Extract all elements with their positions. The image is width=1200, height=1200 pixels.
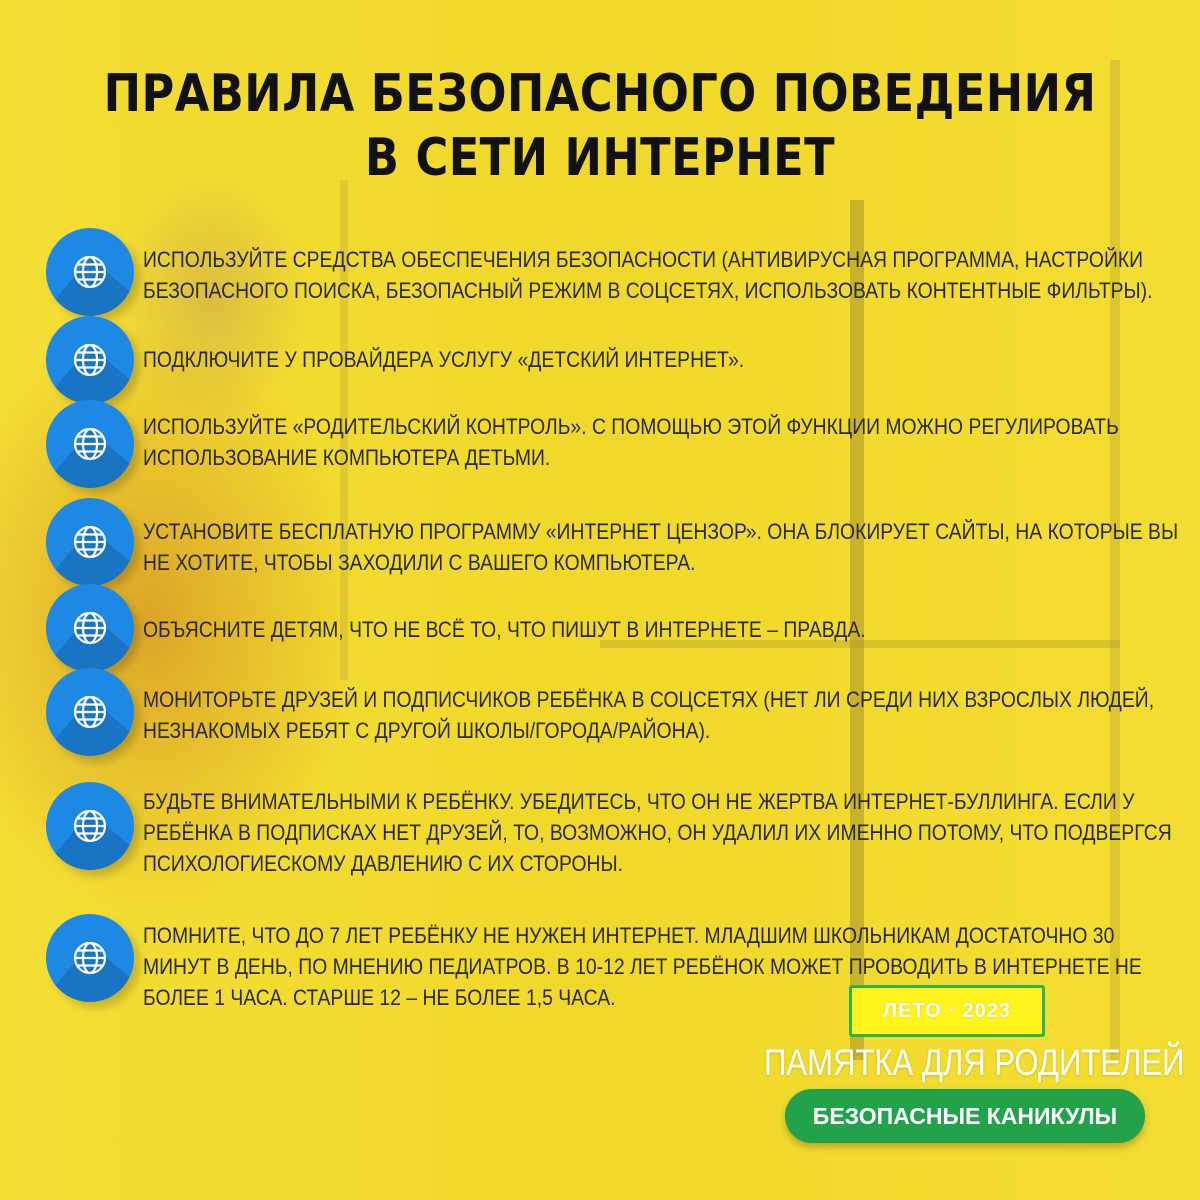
- page-title: [84, 62, 1116, 190]
- rule-text: [143, 344, 1174, 375]
- page-title-line: В СЕТИ ИНТЕРНЕТ: [364, 128, 836, 188]
- globe-icon-glyph: [72, 342, 108, 378]
- globe-icon: [46, 914, 134, 1002]
- rule-line: УСТАНОВИТЕ БЕСПЛАТНУЮ ПРОГРАММУ «ИНТЕРНЕТ ЦЕНЗОР». ОНА БЛОКИРУЕТ САЙТЫ, НА КОТОРЫЕ ВЫ: [143, 519, 1179, 544]
- rule-line: ИСПОЛЬЗОВАНИЕ КОМПЬЮТЕРА ДЕТЬМИ.: [143, 445, 551, 470]
- rule-line: БОЛЕЕ 1 ЧАСА. СТАРШЕ 12 – НЕ БОЛЕЕ 1,5 ЧАСА.: [143, 985, 616, 1010]
- rule-line: ИСПОЛЬЗУЙТЕ СРЕДСТВА ОБЕСПЕЧЕНИЯ БЕЗОПАСНОСТИ (АНТИВИРУСНАЯ ПРОГРАММА, НАСТРОЙКИ: [143, 247, 1144, 272]
- rule-line: БУДЬТЕ ВНИМАТЕЛЬНЫМИ К РЕБЁНКУ. УБЕДИТЕСЬ, ЧТО ОН НЕ ЖЕРТВА ИНТЕРНЕТ-БУЛЛИНГА. ЕСЛИ У: [143, 789, 1135, 814]
- globe-icon: [46, 316, 134, 404]
- globe-icon-glyph: [72, 254, 108, 290]
- rule-line: ОБЪЯСНИТЕ ДЕТЯМ, ЧТО НЕ ВСЁ ТО, ЧТО ПИШУТ В ИНТЕРНЕТЕ – ПРАВДА.: [143, 617, 866, 642]
- rule-text: [143, 786, 1174, 879]
- globe-icon: [46, 668, 134, 756]
- globe-icon: [46, 228, 134, 316]
- globe-icon-glyph: [72, 610, 108, 646]
- rule-line: НЕ ХОТИТЕ, ЧТОБЫ ЗАХОДИЛИ С ВАШЕГО КОМПЬЮТЕРА.: [143, 550, 696, 575]
- rule-line: НЕЗНАКОМЫХ РЕБЯТ С ДРУГОЙ ШКОЛЫ/ГОРОДА/РАЙОНА).: [143, 718, 711, 743]
- globe-icon-glyph: [72, 808, 108, 844]
- season-badge: ЛЕТО · 2023: [849, 985, 1045, 1037]
- rule-text: [143, 684, 1174, 746]
- rule-text: [143, 614, 1174, 645]
- rule-line: МИНУТ В ДЕНЬ, ПО МНЕНИЮ ПЕДИАТРОВ. В 10-12 ЛЕТ РЕБЁНОК МОЖЕТ ПРОВОДИТЬ В ИНТЕРНЕТЕ НЕ: [143, 954, 1142, 979]
- memo-label: ПАМЯТКА ДЛЯ РОДИТЕЛЕЙ: [764, 1042, 1185, 1083]
- globe-icon-glyph: [72, 940, 108, 976]
- rule-line: ПОМНИТЕ, ЧТО ДО 7 ЛЕТ РЕБЁНКУ НЕ НУЖЕН ИНТЕРНЕТ. МЛАДШИМ ШКОЛЬНИКАМ ДОСТАТОЧНО 30: [143, 923, 1115, 948]
- rule-line: ПСИХОЛОГИЕСКОМУ ДАВЛЕНИЮ С ИХ СТОРОНЫ.: [143, 851, 624, 876]
- rule-line: БЕЗОПАСНОГО ПОИСКА, БЕЗОПАСНЫЙ РЕЖИМ В СОЦСЕТЯХ, ИСПОЛЬЗОВАТЬ КОНТЕНТНЫЕ ФИЛЬТРЫ).: [143, 278, 1153, 303]
- rule-line: ПОДКЛЮЧИТЕ У ПРОВАЙДЕРА УСЛУГУ «ДЕТСКИЙ ИНТЕРНЕТ».: [143, 347, 745, 372]
- rule-line: РЕБЁНКА В ПОДПИСКАХ НЕТ ДРУЗЕЙ, ТО, ВОЗМОЖНО, ОН УДАЛИЛ ИХ ИМЕННО ПОТОМУ, ЧТО ПОДВЕРГСЯ: [143, 820, 1172, 845]
- globe-icon: [46, 498, 134, 586]
- page-title-line: ПРАВИЛА БЕЗОПАСНОГО ПОВЕДЕНИЯ: [103, 64, 1097, 124]
- globe-icon-glyph: [72, 426, 108, 462]
- globe-icon: [46, 584, 134, 672]
- rule-text: [143, 516, 1179, 578]
- globe-icon-glyph: [72, 524, 108, 560]
- globe-icon: [46, 400, 134, 488]
- rule-line: ИСПОЛЬЗУЙТЕ «РОДИТЕЛЬСКИЙ КОНТРОЛЬ». С ПОМОЩЬЮ ЭТОЙ ФУНКЦИИ МОЖНО РЕГУЛИРОВАТЬ: [143, 414, 1119, 439]
- rule-text: [143, 244, 1174, 306]
- rule-line: МОНИТОРЬТЕ ДРУЗЕЙ И ПОДПИСЧИКОВ РЕБЁНКА В СОЦСЕТЯХ (НЕТ ЛИ СРЕДИ НИХ ВЗРОСЛЫХ ЛЮДЕЙ,: [143, 687, 1155, 712]
- campaign-pill: БЕЗОПАСНЫЕ КАНИКУЛЫ: [785, 1089, 1145, 1143]
- globe-icon-glyph: [72, 694, 108, 730]
- globe-icon: [46, 782, 134, 870]
- rule-text: [143, 411, 1174, 473]
